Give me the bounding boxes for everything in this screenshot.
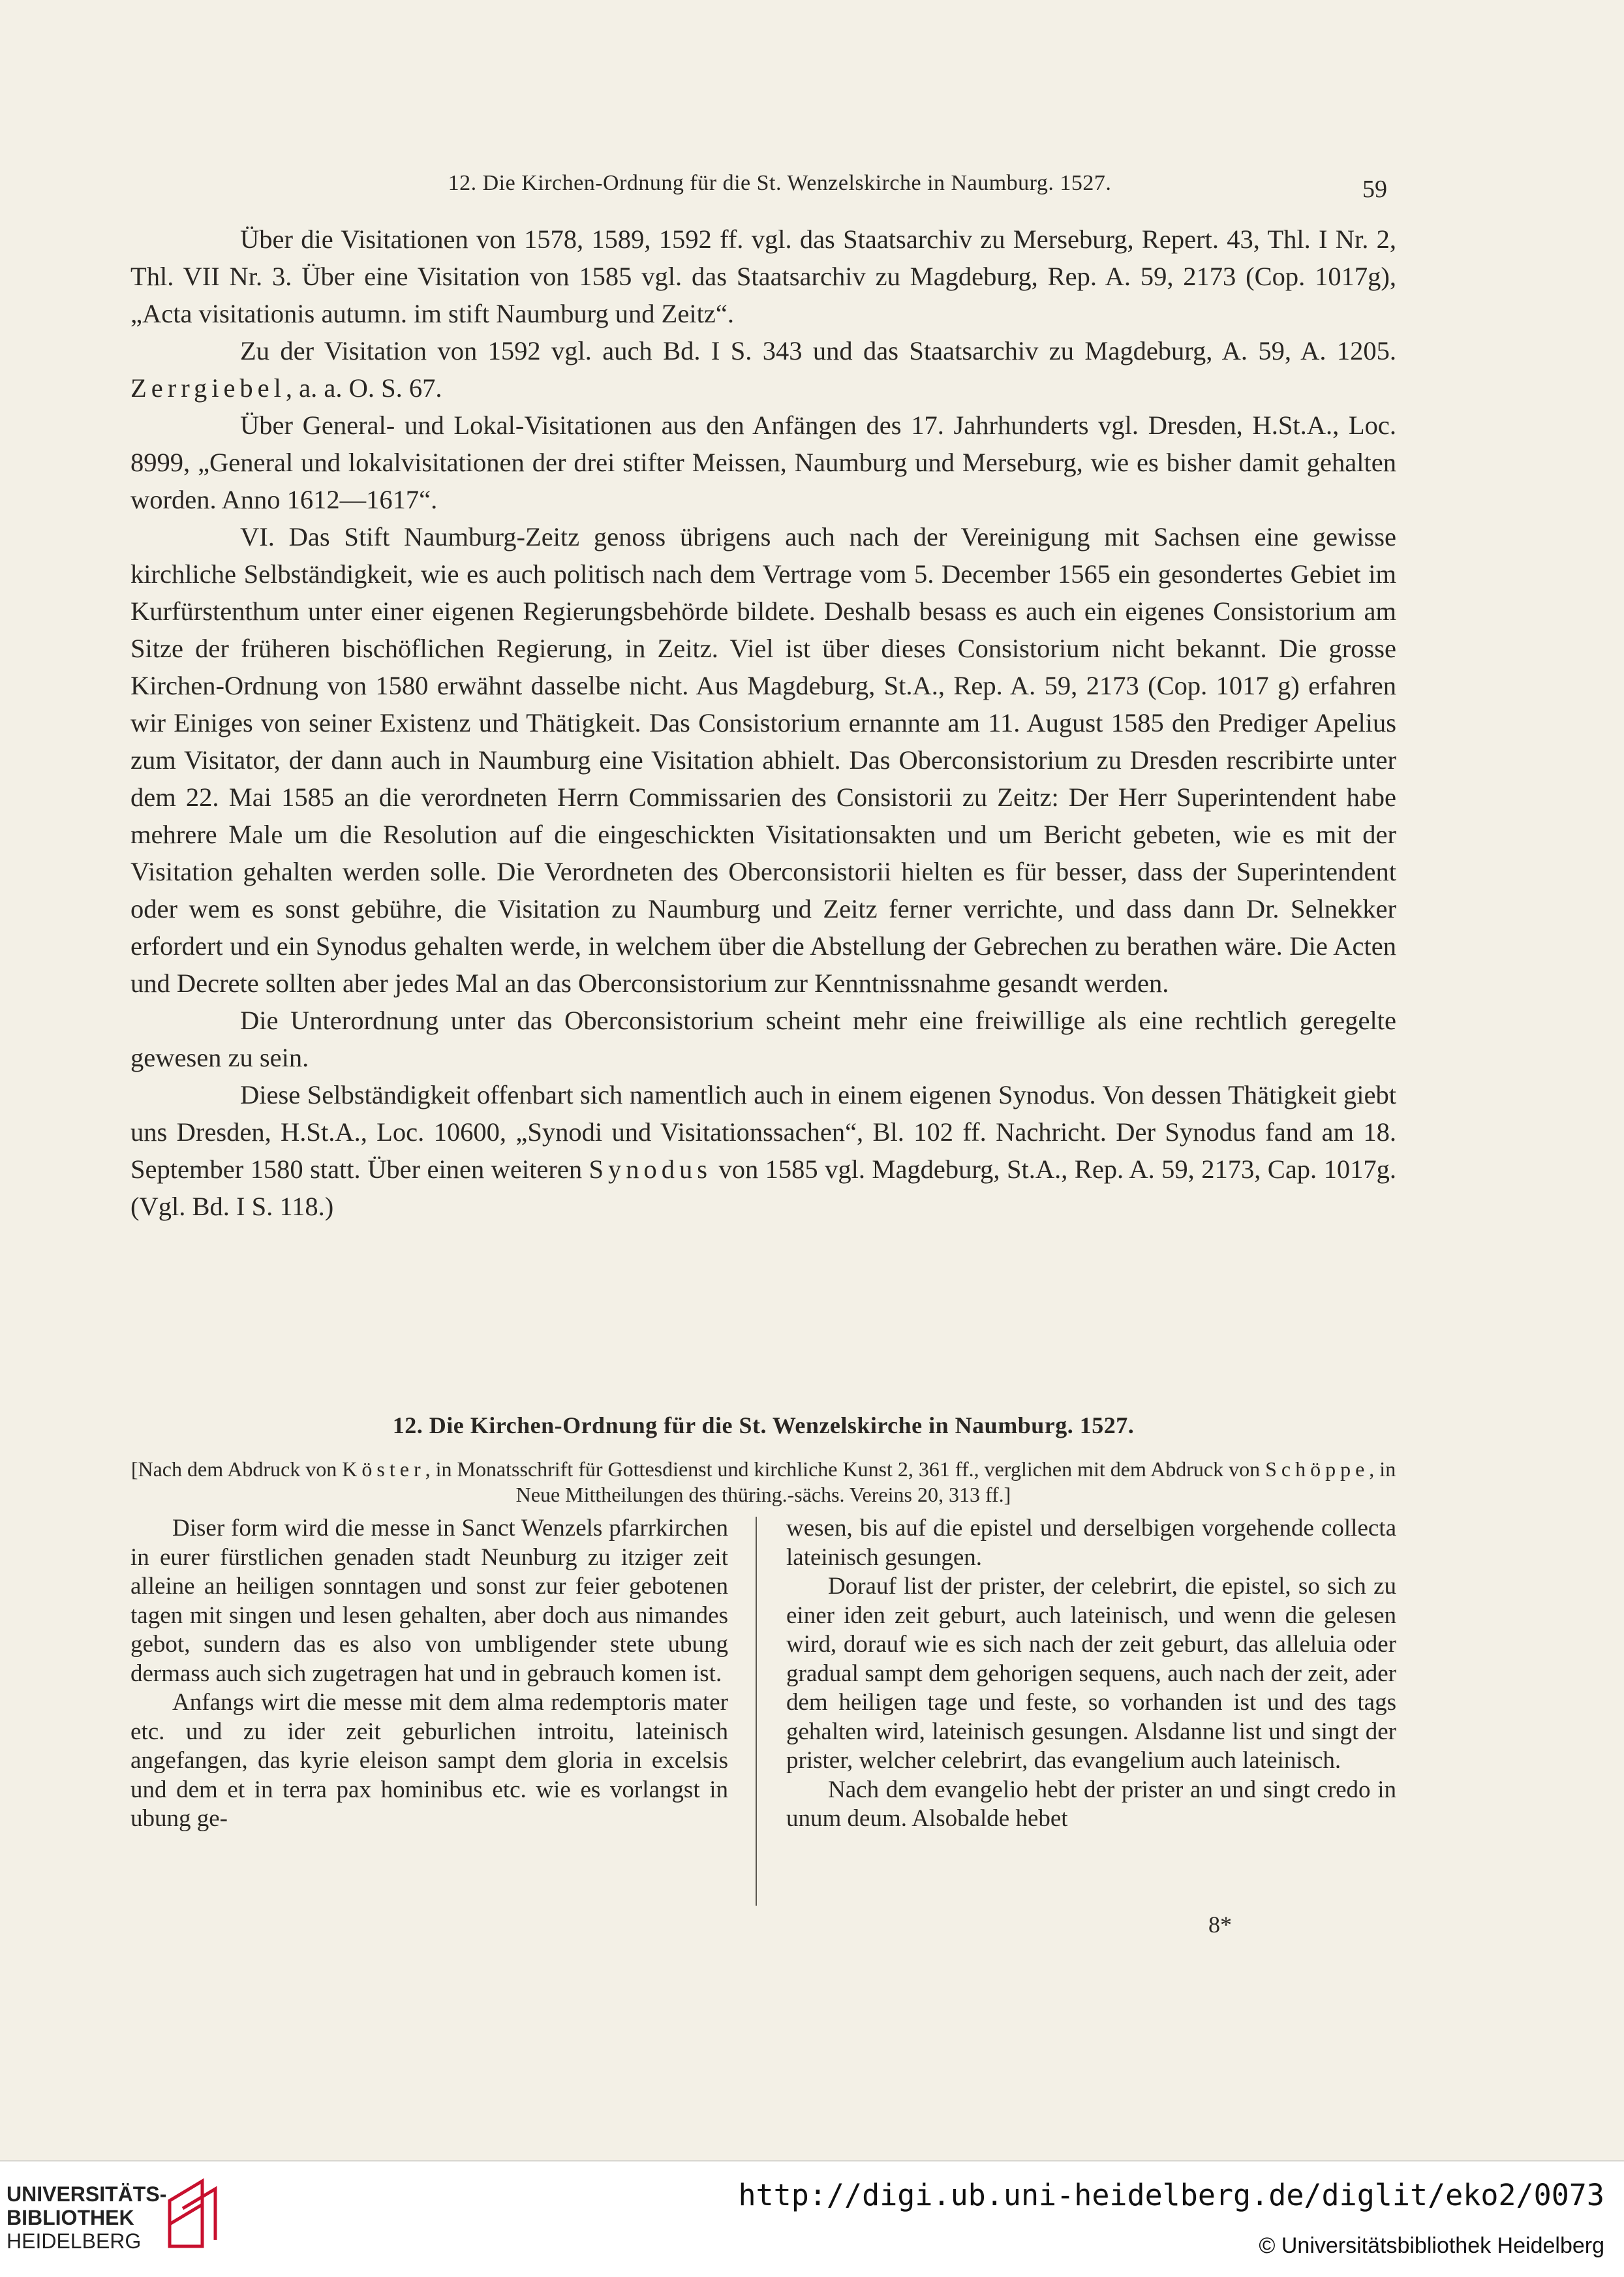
synodus-term: Synodus [589,1154,712,1184]
library-name-line3: HEIDELBERG [7,2229,142,2253]
signature-mark: 8* [1208,1912,1232,1938]
paragraph-synodus: Diese Selbständigkeit offenbart sich namentlich auch in einem eigenen Synodus. Von dessen Thätigkeit giebt uns Dresden, H.St.A., Loc. 10600, „Synodi und Visitationssachen“, Bl. 102 ff. Nachricht. Der Synodus fand am 18. September 1580 statt. Über einen weiteren Synodus von 1585 vgl. Magdeburg, St.A., Rep. A. 59, 2173, Cap. 1017g. (Vgl. Bd. I S. 118.) [130,1080,1396,1221]
document-url-link[interactable]: http://digi.ub.uni-heidelberg.de/diglit/eko2/0073 [738,2178,1604,2212]
source-author-koester: Köster [342,1457,425,1481]
running-head: 12. Die Kirchen-Ordnung für die St. Wenzelskirche in Naumburg. 1527. [448,171,1112,195]
paragraph-consistorium: VI. Das Stift Naumburg-Zeitz genoss übrigens auch nach der Vereinigung mit Sachsen eine gewisse kirchliche Selbständigkeit, wie es auch politisch nach dem Vertrage vom 5. December 1565 ein gesondertes Gebiet im Kurfürstenthum unter einer eigenen Regierungsbehörde bildete. Deshalb besass es auch ein eigenes Consistorium am Sitze der früheren bischöflichen Regierung, in Zeitz. Viel ist über dieses Consistorium nicht bekannt. Die grosse Kirchen-Ordnung von 1580 erwähnt dasselbe nicht. Aus Magdeburg, St.A., Rep. A. 59, 2173 (Cop. 1017 g) erfahren wir Einiges von seiner Existenz und Thätigkeit. Das Consistorium ernannte am 11. August 1585 den Prediger Apelius zum Visitator, der dann auch in Naumburg eine Visitation abhielt. Das Oberconsistorium zu Dresden rescribirte unter dem 22. Mai 1585 an die verordneten Herrn Commissarien des Consistorii zu Zeitz: Der Herr Superintendent habe mehrere Male um die Resolution auf die eingeschickten Visitationsakten und um Bericht gebeten, wie es mit der Visitation gehalten werden solle. Die Verordneten des Oberconsistorii hielten es für besser, dass der Superintendent oder wem es sonst gebühre, die Visitation zu Naumburg und Zeitz ferner verrichte, und dass dann Dr. Selnekker erfordert und ein Synodus gehalten werde, in welchem über die Abstellung der Gebrechen zu berathen wäre. Die Acten und Decrete sollten aber jedes Mal an das Oberconsistorium zur Kenntnissnahme gesandt werden. [130,522,1396,998]
paragraph-visitation-1592: Zu der Visitation von 1592 vgl. auch Bd. I S. 343 und das Staatsarchiv zu Magdeburg, A. 59, A. 1205. Zerrgiebel, a. a. O. S. 67. [130,336,1396,403]
right-paragraph-2: Dorauf list der prister, der celebrirt, die epistel, so sich zu einer iden zeit geburt, auch lateinisch, und wenn die gelesen wird, dorauf wie es sich nach der zeit geburt, das alleluia oder gradual sampt dem gehorigen sequens, auch nach der zeit, ader dem heiligen tage und feste, so vorhanden ist und des tags gehalten wird, lateinisch gesungen. Alsdanne list und singt der prister, welcher celebrirt, das evangelium auch lateinisch. [786,1573,1396,1774]
paragraph-general-visitations: Über General- und Lokal-Visitationen aus den Anfängen des 17. Jahrhunderts vgl. Dresden, H.St.A., Loc. 8999, „General und lokalvisitationen der drei stifter Meissen, Naumburg und Merseburg, wie es bisher damit gehalten worden. Anno 1612—1617“. [130,410,1396,514]
library-emblem-icon [163,2175,228,2253]
paragraph-visitations: Über die Visitationen von 1578, 1589, 1592 ff. vgl. das Staatsarchiv zu Merseburg, Repert. 43, Thl. I Nr. 2, Thl. VII Nr. 3. Über eine Visitation von 1585 vgl. das Staatsarchiv zu Magdeburg, Rep. A. 59, 2173 (Cop. 1017g), „Acta visitationis autumn. im stift Naumburg und Zeitz“. [130,225,1396,328]
library-name-line2: BIBLIOTHEK [7,2206,134,2229]
source-author-schoeppe: Schöppe [1265,1457,1370,1481]
column-divider [756,1517,757,1906]
author-name: Zerrgiebel [130,373,286,403]
two-column-text [130,1514,1396,1932]
body-text [130,221,1396,1225]
right-column [786,1514,1396,1834]
left-paragraph-1: Diser form wird die messe in Sanct Wenzels pfarrkirchen in eurer fürstlichen genaden stadt Neunburg zu itziger zeit alleine an heiligen sonntagen und sonst zur feier gebotenen tagen mit singen und lesen gehalten, aber doch aus nimandes gebot, sundern das es also von umbligender stete ubung dermass auch sich zugetragen hat und in gebrauch komen ist. [130,1515,728,1687]
section-heading: 12. Die Kirchen-Ordnung für die St. Wenzelskirche in Naumburg. 1527. [392,1412,1135,1438]
page-number: 59 [1362,176,1387,203]
copyright-notice: © Universitätsbibliothek Heidelberg [1259,2233,1604,2258]
library-name-line1: UNIVERSITÄTS- [7,2182,167,2206]
right-paragraph-3: Nach dem evangelio hebt der prister an und singt credo in unum deum. Alsobalde hebet [786,1776,1396,1832]
source-note: [Nach dem Abdruck von Köster, in Monatsschrift für Gottesdienst und kirchliche Kunst 2, 361 ff., verglichen mit dem Abdruck von Schöppe, in Neue Mittheilungen des thüring.-sächs. Vereins 20, 313 ff.] [130,1457,1396,1506]
paragraph-subordination: Die Unterordnung unter das Oberconsistorium scheint mehr eine freiwillige als eine rechtlich geregelte gewesen zu sein. [130,1006,1396,1072]
left-column [130,1514,728,1834]
left-paragraph-2: Anfangs wirt die messe mit dem alma redemptoris mater etc. und zu ider zeit geburlichen introitu, lateinisch angefangen, das kyrie eleison sampt dem gloria in excelsis und dem et in terra pax hominibus etc. wie es vorlangst in ubung ge- [130,1689,728,1832]
right-paragraph-1: wesen, bis auf die epistel und derselbigen vorgehende collecta lateinisch gesungen. [786,1515,1396,1571]
